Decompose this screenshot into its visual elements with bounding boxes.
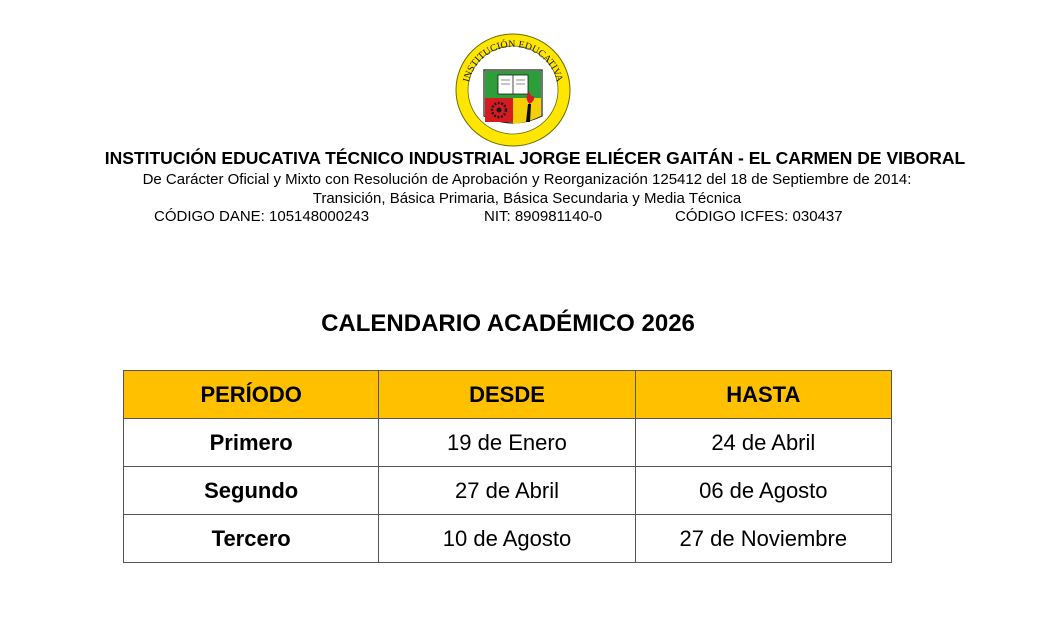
end-date: 06 de Agosto [635,467,891,515]
education-levels-line: Transición, Básica Primaria, Básica Secundaria y Media Técnica [312,190,742,207]
header-desde: DESDE [379,371,635,419]
period-name: Segundo [124,467,379,515]
document-title: CALENDARIO ACADÉMICO 2026 [321,310,695,337]
start-date: 19 de Enero [379,419,635,467]
table-row [124,515,892,563]
table-row [124,467,892,515]
codigo-icfes: CÓDIGO ICFES: 030437 [675,208,843,225]
period-name: Tercero [124,515,379,563]
period-name: Primero [124,419,379,467]
institution-logo [452,30,574,148]
end-date: 27 de Noviembre [635,515,891,563]
institution-seal-icon [452,30,574,148]
header-periodo: PERÍODO [124,371,379,419]
end-date: 24 de Abril [635,419,891,467]
legal-status-line: De Carácter Oficial y Mixto con Resolución de Aprobación y Reorganización 125412 del 18 de Septiembre de 2014: [142,171,912,188]
codigo-dane: CÓDIGO DANE: 105148000243 [154,208,370,225]
start-date: 27 de Abril [379,467,635,515]
academic-calendar-table [123,370,892,563]
table-row [124,419,892,467]
nit: NIT: 890981140-0 [484,208,603,225]
institution-name: INSTITUCIÓN EDUCATIVA TÉCNICO INDUSTRIAL JORGE ELIÉCER GAITÁN - EL CARMEN DE VIBORAL [104,148,966,168]
header-hasta: HASTA [635,371,891,419]
seal-arc-text: INSTITUCIÓN EDUCATIVA [461,38,565,84]
start-date: 10 de Agosto [379,515,635,563]
table-header-row [124,371,892,419]
